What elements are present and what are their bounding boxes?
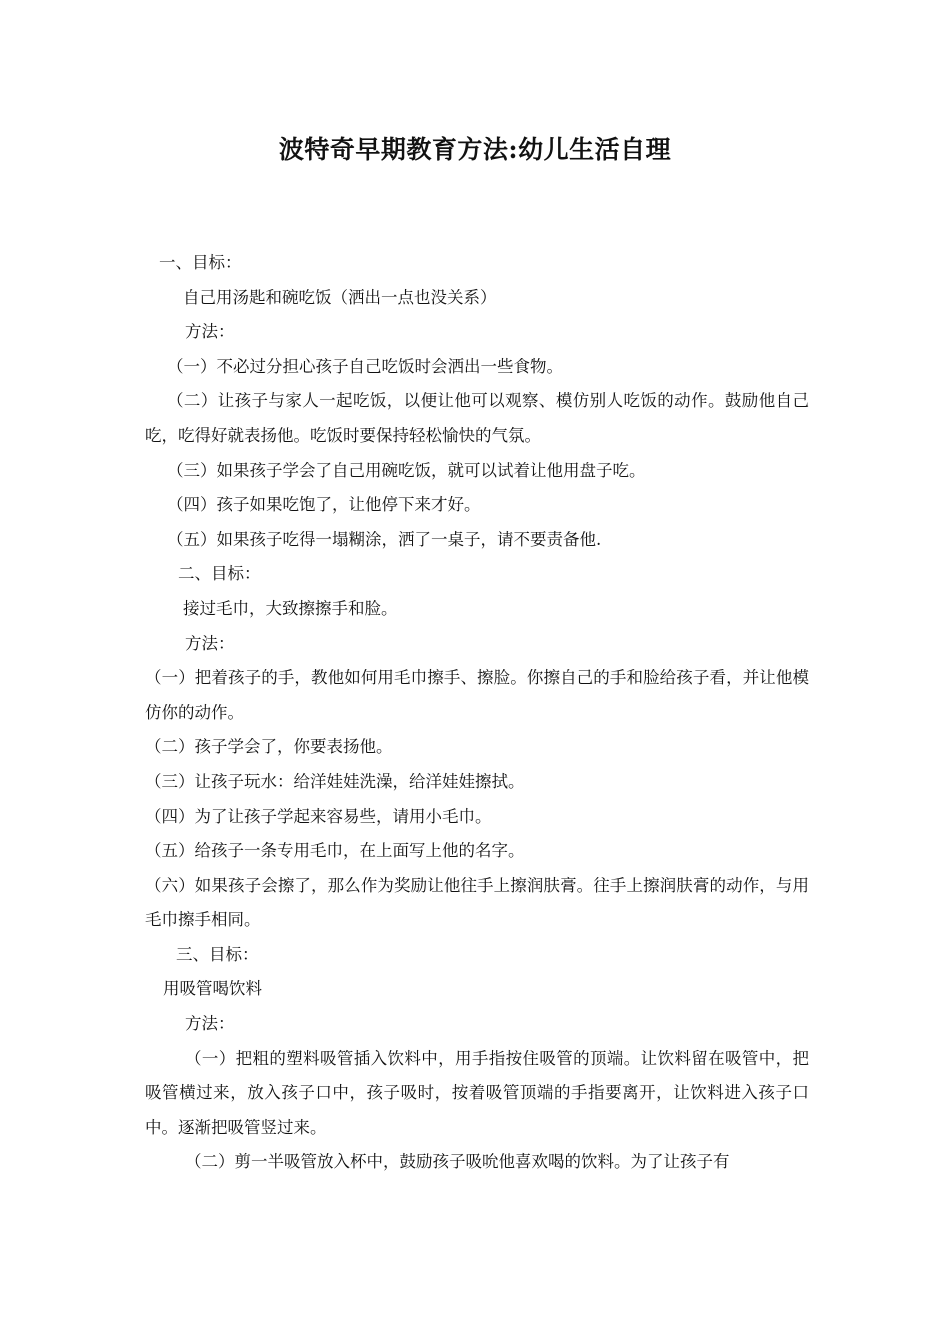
section-1-item: （四）孩子如果吃饱了，让他停下来才好。 [167, 495, 481, 515]
section-1-item: （二）让孩子与家人一起吃饭，以便让他可以观察、模仿别人吃饭的动作。鼓励他自己吃，吃得好就表扬他。吃饭时要保持轻松愉快的气氛。 [145, 391, 809, 445]
section-2-item: （二）孩子学会了，你要表扬他。 [145, 737, 393, 757]
section-1-item: （五）如果孩子吃得一塌糊涂，洒了一桌子，请不要责备他. [167, 529, 602, 549]
section-1-item: （一）不必过分担心孩子自己吃饭时会洒出一些食物。 [167, 356, 563, 376]
section-3-item: （一）把粗的塑料吸管插入饮料中，用手指按住吸管的顶端。让饮料留在吸管中，把吸管横过来，放入孩子口中，孩子吸时，按着吸管顶端的手指要离开，让饮料进入孩子口中。逐渐把吸管竖过来。 [145, 1048, 809, 1137]
section-3-item: （二）剪一半吸管放入杯中，鼓励孩子吸吮他喜欢喝的饮料。为了让孩子有 [185, 1152, 730, 1172]
section-2-item: （六）如果孩子会擦了，那么作为奖励让他往手上擦润肤膏。往手上擦润肤膏的动作，与用毛巾擦手相同。 [145, 875, 809, 930]
section-1-heading: 一、目标： [159, 253, 242, 272]
document-body [145, 246, 809, 1180]
section-1-item: （三）如果孩子学会了自己用碗吃饭，就可以试着让他用盘子吃。 [167, 460, 646, 480]
section-2-goal: 接过毛巾，大致擦擦手和脸。 [183, 598, 398, 618]
section-3-goal: 用吸管喝饮料 [163, 979, 262, 999]
section-1-goal: 自己用汤匙和碗吃饭（洒出一点也没关系） [183, 287, 497, 307]
section-2-item: （五）给孩子一条专用毛巾，在上面写上他的名字。 [145, 841, 525, 861]
section-2-method-label: 方法： [185, 633, 235, 653]
section-2-item: （一）把着孩子的手，教他如何用毛巾擦手、擦脸。你擦自己的手和脸给孩子看，并让他模仿你的动作。 [145, 668, 809, 722]
section-2-item: （四）为了让孩子学起来容易些，请用小毛巾。 [145, 806, 492, 826]
section-2-heading: 二、目标： [178, 564, 261, 584]
section-1-method-label: 方法： [185, 322, 235, 342]
section-2-item: （三）让孩子玩水：给洋娃娃洗澡，给洋娃娃擦拭。 [145, 771, 525, 791]
section-3-method-label: 方法： [185, 1014, 235, 1034]
section-3-heading: 三、目标： [176, 944, 259, 964]
document-title: 波特奇早期教育方法:幼儿生活自理 [278, 135, 672, 164]
